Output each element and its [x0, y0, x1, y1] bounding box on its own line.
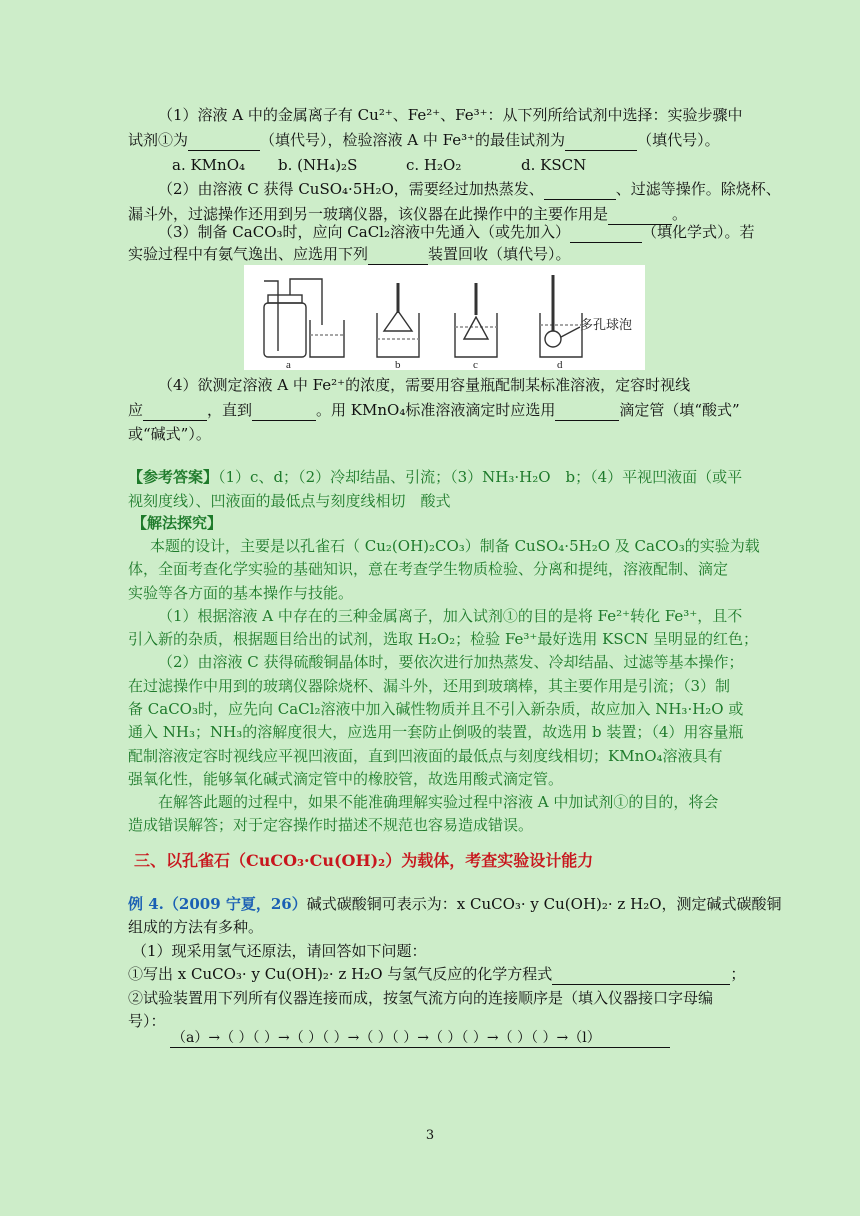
porous-bulb: [545, 331, 561, 347]
q3-text: 实验过程中有氨气逸出、应选用下列: [128, 245, 369, 263]
q4-line2: [128, 399, 740, 421]
reference-answer-line1: [128, 466, 743, 488]
q3-line2: [128, 243, 740, 265]
page-number: 3: [425, 1128, 435, 1143]
porous-bubbler-label: 多孔球泡: [580, 317, 633, 332]
analysis-line: 本题的设计，主要是以孔雀石（ Cu₂(OH)₂CO₃）制备 CuSO₄·5H₂O 及 CaCO₃的实验为载: [150, 537, 760, 555]
label-a: a: [286, 359, 291, 370]
chain-underline: [170, 1047, 670, 1048]
bottle-stopper: [268, 295, 302, 303]
q3-text: （3）制备 CaCO₃时，应向 CaCl₂溶液中先通入（或先加入）: [158, 223, 570, 241]
q2-text: （2）由溶液 C 获得 CuSO₄·5H₂O，需要经过加热蒸发、: [158, 180, 544, 198]
connection-chain: （a）→（ ）（ ）→（ ）（ ）→（ ）（ ）→（ ）（ ）→（ ）（ ）→（l）: [172, 1030, 601, 1046]
example-text: ；: [730, 965, 746, 983]
option-a: a. KMnO₄: [172, 156, 246, 174]
example4-line4: [128, 963, 746, 985]
q3-text: （填化学式）。若: [642, 223, 755, 241]
example4-line3: （1）现采用氢气还原法，请回答如下问题：: [132, 942, 427, 960]
analysis-line: 造成错误解答；对于定容操作时描述不规范也容易造成错误。: [128, 816, 534, 834]
answer-blank[interactable]: [188, 134, 260, 151]
example4-line1: [128, 893, 782, 915]
answer-blank[interactable]: [570, 226, 642, 243]
beaker-c: [455, 313, 497, 357]
answer-blank[interactable]: [544, 183, 616, 200]
beaker-b: [377, 313, 419, 357]
reference-answer-text: （1）c、d；（2）冷却结晶、引流；（3）NH₃·H₂O b；（4）平视凹液面（或平: [218, 468, 743, 486]
label-d: d: [557, 359, 563, 370]
q1-text: （填代号），检验溶液 A 中 Fe³⁺的最佳试剂为: [260, 131, 566, 149]
q1-options: [172, 154, 740, 176]
answer-blank[interactable]: [552, 968, 730, 985]
example4-line2: 组成的方法有多种。: [128, 918, 264, 936]
analysis-line: 引入新的杂质，根据题目给出的试剂，选取 H₂O₂；检验 Fe³⁺最好选用 KSCN 呈明显的红色；: [128, 630, 758, 648]
analysis-line: 通入 NH₃；NH₃的溶解度很大，应选用一套防止倒吸的装置，故选用 b 装置；（4）用容量瓶: [128, 723, 744, 741]
q4-text: ，直到: [207, 401, 253, 419]
gas-bottle: [264, 303, 306, 357]
answer-blank[interactable]: [143, 404, 207, 421]
analysis-line: （2）由溶液 C 获得硫酸铜晶体时，要依次进行加热蒸发、冷却结晶、过滤等基本操作；: [158, 653, 744, 671]
reference-answer-line2: 视刻度线）、凹液面的最低点与刻度线相切 酸式: [128, 492, 451, 510]
example4-line6: 号）：: [128, 1012, 166, 1030]
apparatus-figure: [244, 265, 645, 370]
q4-text: 应: [128, 401, 144, 419]
label-c: c: [473, 359, 478, 370]
annotation-line: [561, 327, 580, 337]
analysis-line: 体，全面考查化学实验的基础知识，意在考查学生物质检验、分离和提纯，溶液配制、滴定: [128, 560, 729, 578]
option-c: c. H₂O₂: [406, 156, 462, 174]
analysis-line: 在过滤操作中用到的玻璃仪器除烧杯、漏斗外，还用到玻璃棒，其主要作用是引流；（3）制: [128, 677, 731, 695]
reference-answer-label: 【参考答案】: [128, 468, 219, 486]
section-heading: 三、以孔雀石（CuCO₃·Cu(OH)₂）为载体，考查实验设计能力: [134, 851, 594, 870]
q2-text: 。: [672, 205, 688, 223]
analysis-label-text: 【解法探究】: [132, 514, 223, 532]
q2-text: 、过滤等操作。除烧杯、: [615, 180, 781, 198]
funnel-c: [464, 317, 488, 339]
q3-line1: [128, 221, 755, 243]
analysis-line: 配制溶液定容时视线应平视凹液面，直到凹液面的最低点与刻度线相切；KMnO₄溶液具有: [128, 747, 723, 765]
q1-line1: （1）溶液 A 中的金属离子有 Cu²⁺、Fe²⁺、Fe³⁺：从下列所给试剂中选择：实验步骤中: [158, 106, 743, 124]
funnel-b: [384, 311, 412, 331]
q4-text: 滴定管（填“酸式”: [619, 401, 740, 419]
answer-blank[interactable]: [368, 248, 428, 265]
example4-line5: ②试验装置用下列所有仪器连接而成，按氢气流方向的连接顺序是（填入仪器接口字母编: [128, 989, 714, 1007]
example-label: 例 4.（2009 宁夏，26）: [128, 895, 307, 913]
q2-line1: [128, 178, 781, 200]
analysis-line: 强氧化性，能够氧化碱式滴定管中的橡胶管，故选用酸式滴定管。: [128, 770, 564, 788]
option-d: d. KSCN: [521, 156, 587, 174]
analysis-label: [132, 512, 740, 534]
example-text: ①写出 x CuCO₃· y Cu(OH)₂· z H₂O 与氢气反应的化学方程式: [128, 965, 553, 983]
apparatus-diagram: [244, 265, 645, 370]
example-text: 碱式碳酸铜可表示为：x CuCO₃· y Cu(OH)₂· z H₂O，测定碱式碳酸铜: [306, 895, 782, 913]
analysis-line: 实验等各方面的基本操作与技能。: [128, 584, 354, 602]
option-b: b. (NH₄)₂S: [278, 156, 358, 174]
analysis-line: 在解答此题的过程中，如果不能准确理解实验过程中溶液 A 中加试剂①的目的，将会: [158, 793, 719, 811]
q4-line1: （4）欲测定溶液 A 中 Fe²⁺的浓度，需要用容量瓶配制某标准溶液，定容时视线: [158, 376, 691, 394]
label-b: b: [395, 359, 401, 370]
beaker-a: [310, 320, 344, 357]
q1-text: （填代号）。: [637, 131, 720, 149]
q4-text: 。用 KMnO₄标准溶液滴定时应选用: [316, 401, 556, 419]
analysis-line: （1）根据溶液 A 中存在的三种金属离子，加入试剂①的目的是将 Fe²⁺转化 Fe³⁺，且不: [158, 607, 743, 625]
analysis-line: 备 CaCO₃时，应先向 CaCl₂溶液中加入碱性物质并且不引入新杂质，故应加入 NH₃·H₂O 或: [128, 700, 744, 718]
q1-line2: [128, 129, 740, 151]
answer-blank[interactable]: [252, 404, 316, 421]
inlet-tube: [264, 281, 278, 295]
q2-text: 漏斗外，过滤操作还用到另一玻璃仪器，该仪器在此操作中的主要作用是: [128, 205, 609, 223]
answer-blank[interactable]: [555, 404, 619, 421]
answer-blank[interactable]: [565, 134, 637, 151]
q1-text: 试剂①为: [128, 131, 189, 149]
q3-text: 装置回收（填代号）。: [428, 245, 571, 263]
q4-line3: 或“碱式”）。: [128, 425, 211, 443]
